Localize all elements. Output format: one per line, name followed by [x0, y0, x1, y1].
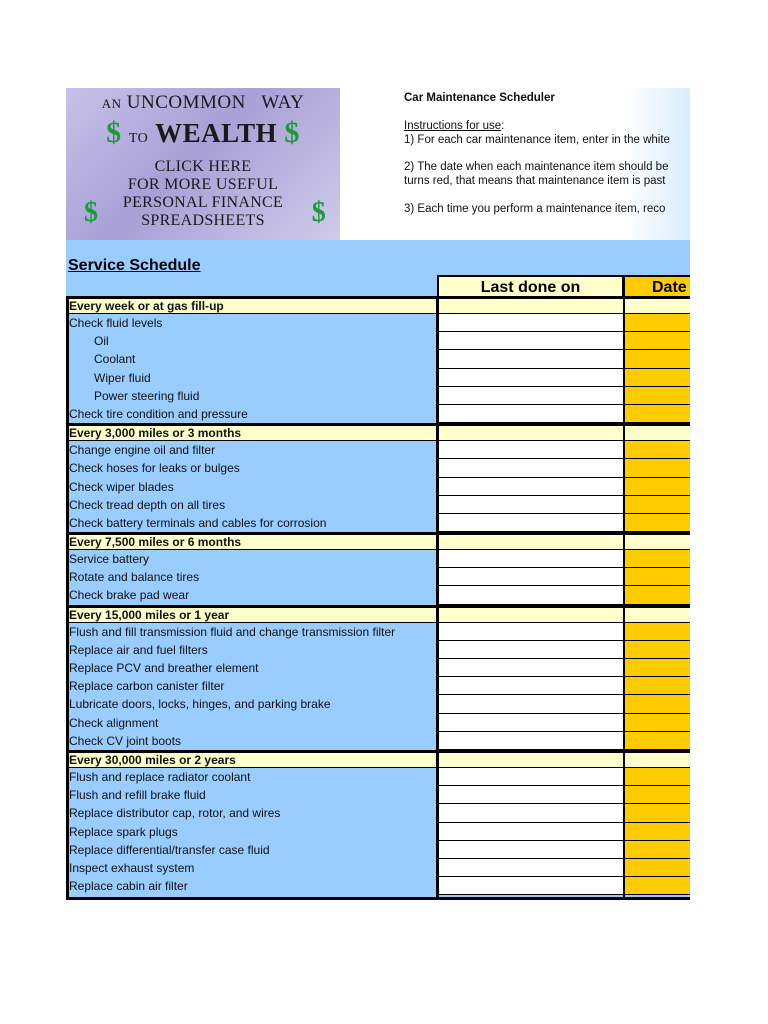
- next-due-date-cell: [625, 387, 690, 405]
- instructions-heading: [404, 120, 504, 132]
- banner-line-1: [66, 92, 340, 114]
- table-row: [66, 677, 690, 695]
- banner-line-2: [66, 116, 340, 150]
- banner-line-3: CLICK HERE: [154, 158, 252, 175]
- next-due-date-cell: [625, 478, 690, 496]
- maintenance-item-label: Coolant: [94, 352, 136, 367]
- last-done-date-cell[interactable]: [439, 732, 623, 750]
- next-due-date-cell: [625, 841, 690, 859]
- instructions-heading-colon: :: [501, 120, 505, 132]
- next-due-date-cell: [625, 586, 690, 604]
- scheduler-title: Car Maintenance Scheduler: [404, 92, 555, 104]
- table-row: [66, 478, 690, 496]
- table-row: [66, 369, 690, 387]
- section-header: [66, 423, 690, 441]
- maintenance-item-label: Power steering fluid: [94, 388, 200, 403]
- maintenance-item-label: Replace spark plugs: [69, 824, 178, 839]
- maintenance-item-label: Change engine oil and filter: [69, 443, 216, 458]
- next-due-date-cell: [625, 732, 690, 750]
- banner-way: WAY: [261, 92, 305, 113]
- last-done-date-cell[interactable]: [439, 387, 623, 405]
- last-done-date-cell[interactable]: [439, 714, 623, 732]
- table-row: [66, 695, 690, 713]
- next-due-date-cell: [625, 514, 690, 532]
- banner-to: TO: [128, 131, 149, 146]
- table-row: [66, 823, 690, 841]
- dollar-icon: $: [106, 116, 122, 149]
- instructions-panel: [340, 88, 690, 240]
- maintenance-item-label: Wiper fluid: [94, 370, 151, 385]
- section-header: [66, 532, 690, 550]
- section-header: [66, 296, 690, 314]
- section-title: Every 3,000 miles or 3 months: [66, 423, 690, 441]
- table-row: [66, 314, 690, 332]
- maintenance-item-label: Check CV joint boots: [69, 733, 182, 748]
- next-due-date-cell: [625, 823, 690, 841]
- next-due-date-cell: [625, 568, 690, 586]
- banner-uncommon: UNCOMMON: [126, 92, 246, 113]
- banner-wealth: WEALTH: [155, 118, 278, 148]
- last-done-date-cell[interactable]: [439, 332, 623, 350]
- last-done-date-cell[interactable]: [439, 841, 623, 859]
- section-title: Every 15,000 miles or 1 year: [66, 605, 690, 623]
- last-done-date-cell[interactable]: [439, 677, 623, 695]
- last-done-date-cell[interactable]: [439, 478, 623, 496]
- maintenance-item-label: Replace air and fuel filters: [69, 642, 208, 657]
- section-header: [66, 750, 690, 768]
- maintenance-item-label: Check battery terminals and cables for corrosion: [69, 515, 327, 530]
- bottom-border: [66, 897, 690, 900]
- maintenance-item-label: Oil: [94, 334, 109, 349]
- instruction-step-2a: 2) The date when each maintenance item should be: [404, 161, 669, 173]
- section-title: Every 7,500 miles or 6 months: [66, 532, 690, 550]
- table-row: [66, 514, 690, 532]
- uncommon-way-banner-link[interactable]: [66, 88, 340, 240]
- next-due-date-cell: [625, 804, 690, 822]
- maintenance-item-label: Flush and fill transmission fluid and change transmission filter: [69, 624, 396, 639]
- last-done-date-cell[interactable]: [439, 804, 623, 822]
- next-due-date-cell: [625, 877, 690, 895]
- maintenance-item-label: Rotate and balance tires: [69, 570, 200, 585]
- maintenance-item-label: Check brake pad wear: [69, 588, 190, 603]
- last-done-date-cell[interactable]: [439, 768, 623, 786]
- next-due-date-cell: [625, 332, 690, 350]
- spreadsheet: [66, 88, 690, 900]
- table-row: [66, 714, 690, 732]
- maintenance-item-label: Flush and replace radiator coolant: [69, 769, 251, 784]
- last-done-date-cell[interactable]: [439, 405, 623, 423]
- maintenance-item-label: Replace PCV and breather element: [69, 661, 259, 675]
- next-due-date-cell: [625, 441, 690, 459]
- next-due-date-cell: [625, 314, 690, 332]
- instruction-step-3: 3) Each time you perform a maintenance item, reco: [404, 203, 666, 215]
- next-due-date-cell: [625, 550, 690, 568]
- last-done-date-cell[interactable]: [439, 695, 623, 713]
- table-row: [66, 641, 690, 659]
- maintenance-item-label: Check alignment: [69, 715, 159, 730]
- dollar-icon: $: [311, 197, 326, 228]
- last-done-date-cell[interactable]: [439, 786, 623, 804]
- banner-line-5: PERSONAL FINANCE: [122, 194, 284, 211]
- last-done-date-cell[interactable]: [439, 496, 623, 514]
- next-due-date-cell: [625, 350, 690, 368]
- maintenance-item-label: Flush and refill brake fluid: [69, 788, 206, 803]
- dollar-icon: $: [84, 197, 99, 228]
- table-row: [66, 786, 690, 804]
- last-done-date-cell[interactable]: [439, 459, 623, 477]
- next-due-date-cell: [625, 659, 690, 677]
- section-header: [66, 605, 690, 623]
- table-row: [66, 732, 690, 750]
- instruction-step-2b: turns red, that means that maintenance item is past: [404, 175, 666, 187]
- table-row: [66, 586, 690, 604]
- instructions-heading-text: Instructions for use: [404, 120, 502, 132]
- table-row: [66, 496, 690, 514]
- last-done-date-cell[interactable]: [439, 641, 623, 659]
- table-row: [66, 859, 690, 877]
- banner-line-6: SPREADSHEETS: [141, 212, 265, 229]
- last-done-date-cell[interactable]: [439, 859, 623, 877]
- banner-line-4: FOR MORE USEFUL: [127, 176, 279, 193]
- next-due-date-cell: [625, 405, 690, 423]
- table-row: [66, 350, 690, 368]
- section-title: Every week or at gas fill-up: [66, 296, 690, 314]
- section-title: Every 30,000 miles or 2 years: [66, 750, 690, 768]
- maintenance-item-label: Check tire condition and pressure: [69, 406, 248, 421]
- date-column-border: [623, 296, 625, 900]
- last-done-date-cell[interactable]: [439, 550, 623, 568]
- next-due-date-cell: [625, 786, 690, 804]
- table-row: [66, 804, 690, 822]
- schedule-rows: [66, 296, 690, 895]
- next-due-date-cell: [625, 459, 690, 477]
- table-row: [66, 459, 690, 477]
- table-row: [66, 841, 690, 859]
- header-next-due-line-1: Date: [652, 279, 687, 296]
- table-row: [66, 877, 690, 895]
- next-due-date-cell: [625, 641, 690, 659]
- instruction-step-1: 1) For each car maintenance item, enter in the white: [404, 134, 670, 146]
- next-due-date-cell: [625, 623, 690, 641]
- maintenance-item-label: Check hoses for leaks or bulges: [69, 461, 240, 476]
- maintenance-item-label: Check wiper blades: [69, 479, 174, 494]
- maintenance-item-label: Service battery: [69, 552, 150, 567]
- banner-prefix: AN: [101, 96, 122, 111]
- next-due-date-cell: [625, 714, 690, 732]
- maintenance-item-label: Check tread depth on all tires: [69, 497, 226, 512]
- last-done-date-cell[interactable]: [439, 568, 623, 586]
- table-row: [66, 659, 690, 677]
- maintenance-item-label: Lubricate doors, locks, hinges, and parking brake: [69, 697, 331, 712]
- header-last-done-line-1: Last done on: [480, 279, 581, 296]
- label-column-border: [436, 296, 439, 900]
- next-due-date-cell: [625, 768, 690, 786]
- dollar-icon: $: [284, 116, 300, 149]
- last-done-date-cell[interactable]: [439, 350, 623, 368]
- table-row: [66, 441, 690, 459]
- last-done-date-cell[interactable]: [439, 586, 623, 604]
- last-done-date-cell[interactable]: [439, 314, 623, 332]
- next-due-date-cell: [625, 369, 690, 387]
- last-done-date-cell[interactable]: [439, 623, 623, 641]
- next-due-date-cell: [625, 859, 690, 877]
- maintenance-item-label: Check fluid levels: [69, 316, 163, 330]
- maintenance-item-label: Replace distributor cap, rotor, and wires: [69, 806, 281, 821]
- last-done-date-cell[interactable]: [439, 823, 623, 841]
- last-done-date-cell[interactable]: [439, 369, 623, 387]
- banner-click-here: [66, 158, 340, 230]
- table-row: [66, 405, 690, 423]
- table-row: [66, 623, 690, 641]
- table-row: [66, 332, 690, 350]
- maintenance-item-label: Inspect exhaust system: [69, 860, 195, 875]
- service-schedule-title: Service Schedule: [68, 257, 201, 274]
- next-due-date-cell: [625, 496, 690, 514]
- table-row: [66, 550, 690, 568]
- last-done-date-cell[interactable]: [439, 659, 623, 677]
- table-row: [66, 387, 690, 405]
- table-row: [66, 768, 690, 786]
- left-border: [66, 296, 69, 900]
- last-done-date-cell[interactable]: [439, 877, 623, 895]
- table-row: [66, 568, 690, 586]
- next-due-date-cell: [625, 695, 690, 713]
- last-done-date-cell[interactable]: [439, 441, 623, 459]
- maintenance-item-label: Replace differential/transfer case fluid: [69, 842, 270, 857]
- maintenance-item-label: Replace carbon canister filter: [69, 679, 225, 694]
- last-done-date-cell[interactable]: [439, 514, 623, 532]
- next-due-date-cell: [625, 677, 690, 695]
- maintenance-item-label: Replace cabin air filter: [69, 879, 188, 894]
